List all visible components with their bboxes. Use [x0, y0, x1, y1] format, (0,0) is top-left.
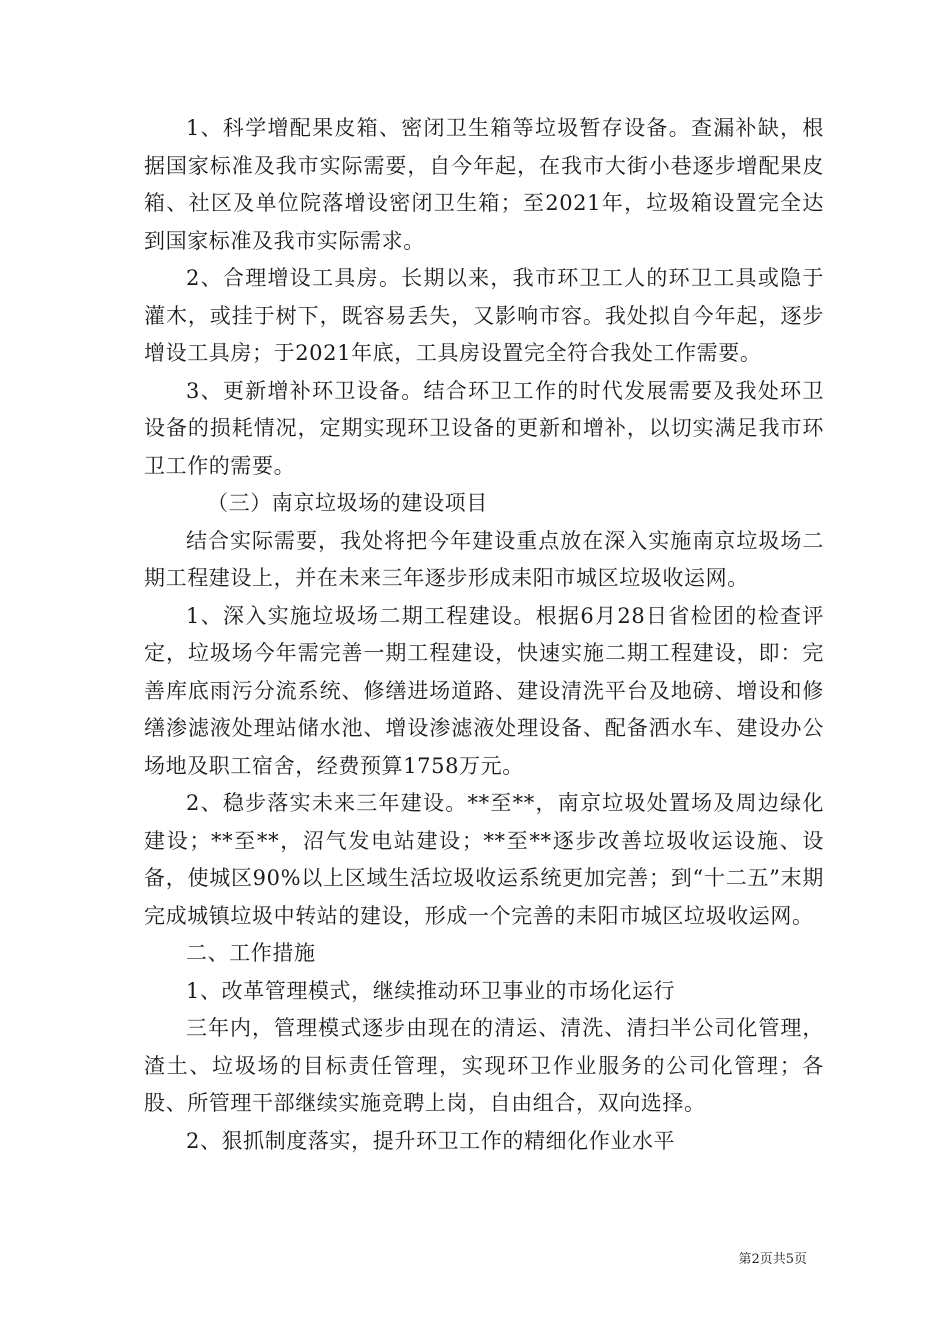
paragraph-3: 3、更新增补环卫设备。结合环卫工作的时代发展需要及我处环卫设备的损耗情况，定期实现环卫设备的更新和增补，以切实满足我市环卫工作的需要。: [144, 378, 824, 478]
paragraph-5: 结合实际需要，我处将把今年建设重点放在深入实施南京垃圾场二期工程建设上，并在未来三年逐步形成耒阳市城区垃圾收运网。: [144, 528, 824, 590]
paragraph-6: 1、深入实施垃圾场二期工程建设。根据6月28日省检团的检查评定，垃圾场今年需完善一期工程建设，快速实施二期工程建设，即：完善库底雨污分流系统、修缮进场道路、建设清洗平台及地磅、增设和修缮渗滤液处理站储水池、增设渗滤液处理设备、配备洒水车、建设办公场地及职工宿舍，经费预算1758万元。: [144, 603, 824, 778]
paragraph-10: 三年内，管理模式逐步由现在的清运、清洗、清扫半公司化管理，渣土、垃圾场的目标责任管理，实现环卫作业服务的公司化管理；各股、所管理干部继续实施竞聘上岗，自由组合，双向选择。: [144, 1016, 824, 1115]
paragraph-7: 2、稳步落实未来三年建设。**至**，南京垃圾处置场及周边绿化建设；**至**，沼气发电站建设；**至**逐步改善垃圾收运设施、设备，使城区90%以上区域生活垃圾收运系统更加完善；到“十二五”末期完成城镇垃圾中转站的建设，形成一个完善的耒阳市城区垃圾收运网。: [144, 791, 824, 928]
section-heading-3: （三）南京垃圾场的建设项目: [207, 491, 488, 515]
subheading-2: 2、狠抓制度落实，提升环卫工作的精细化作业水平: [186, 1128, 676, 1153]
section-heading-measures: 二、工作措施: [186, 941, 316, 965]
subheading-1: 1、改革管理模式，继续推动环卫事业的市场化运行: [186, 978, 676, 1003]
page-number: 第2页共5页: [738, 1252, 807, 1267]
paragraph-2: 2、合理增设工具房。长期以来，我市环卫工人的环卫工具或隐于灌木，或挂于树下，既容易丢失，又影响市容。我处拟自今年起，逐步增设工具房；于2021年底，工具房设置完全符合我处工作需要。: [144, 266, 824, 365]
paragraph-1: 1、科学增配果皮箱、密闭卫生箱等垃圾暂存设备。查漏补缺，根据国家标准及我市实际需要，自今年起，在我市大街小巷逐步增配果皮箱、社区及单位院落增设密闭卫生箱；至2021年，垃圾箱设置完全达到国家标准及我市实际需求。: [144, 116, 824, 253]
document-body: [144, 110, 824, 1160]
